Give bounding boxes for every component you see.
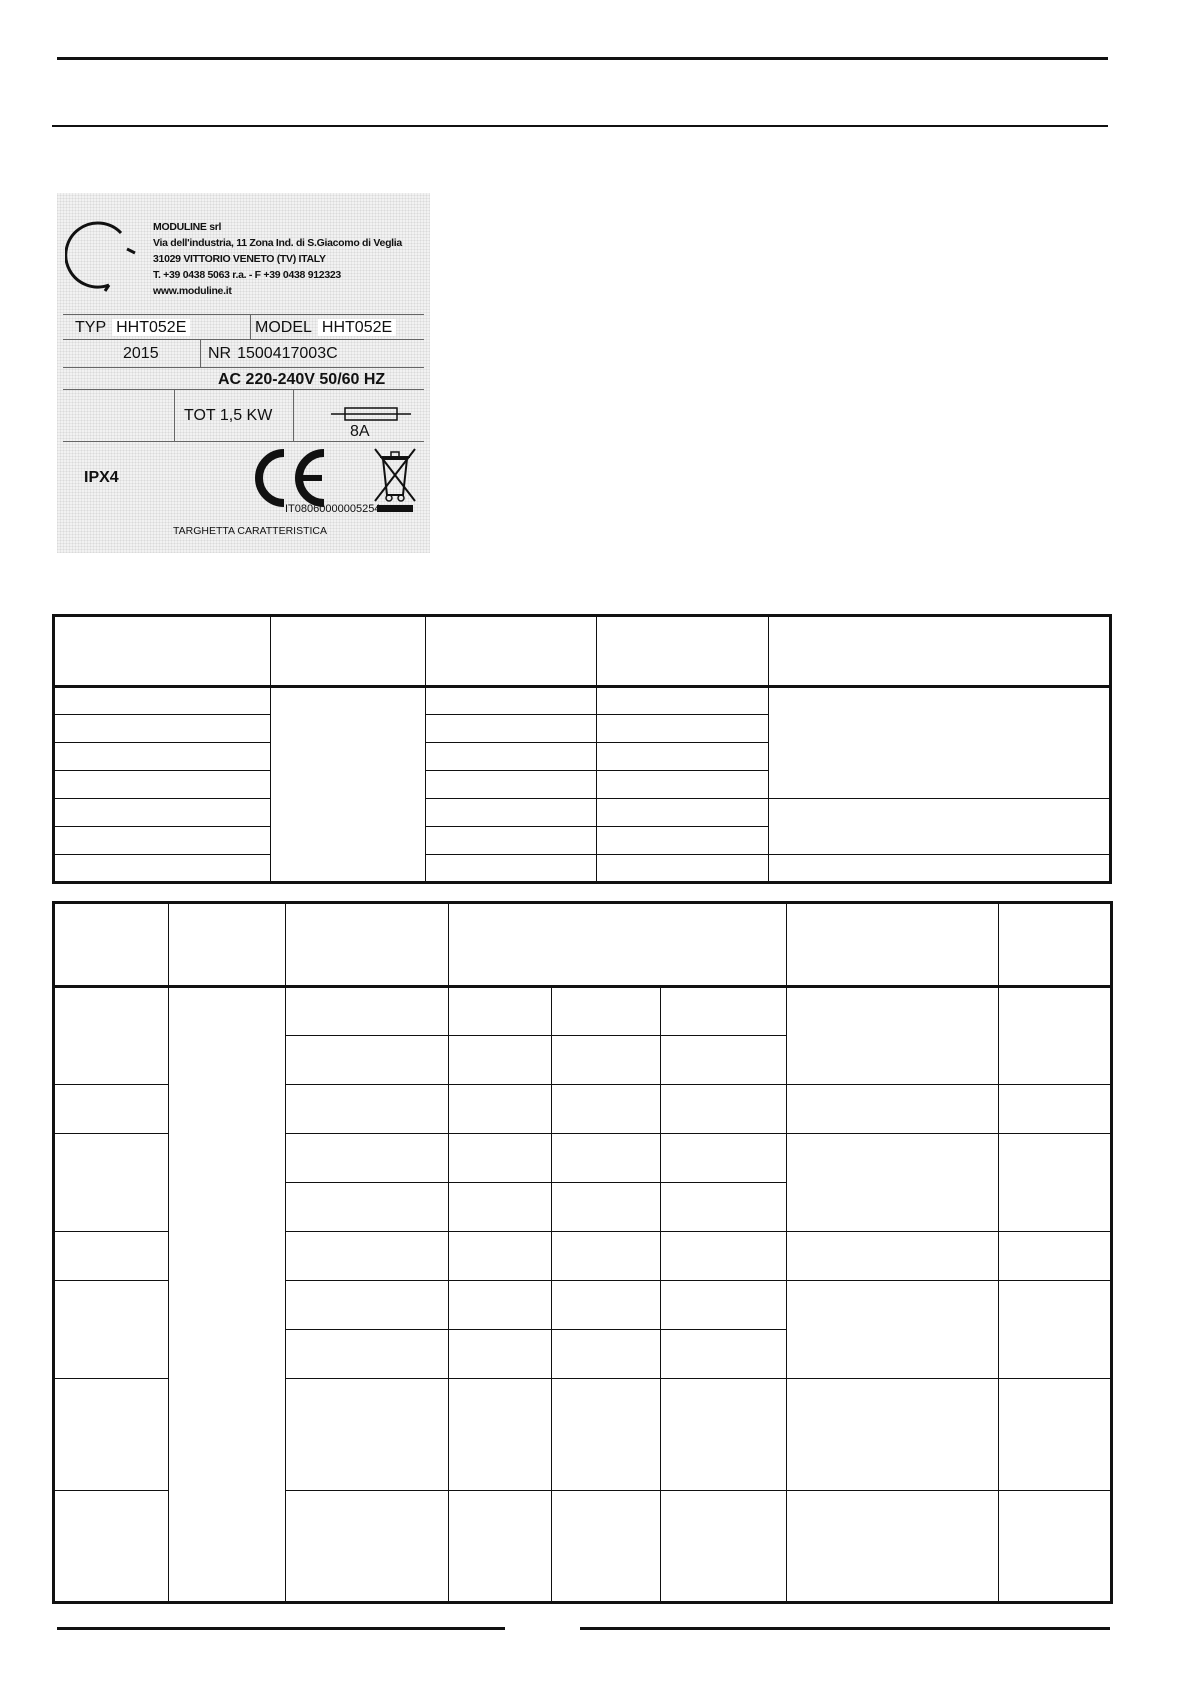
table-cell: [426, 715, 597, 743]
table-cell: [597, 715, 769, 743]
header-rule-bottom: [52, 125, 1108, 127]
table-cell: [54, 616, 271, 687]
table-cell: [271, 616, 426, 687]
plate-divider: [293, 389, 294, 441]
table-cell: [787, 987, 999, 1085]
table-cell: [769, 855, 1111, 883]
table-cell: [286, 1134, 449, 1183]
footer-rule-left: [57, 1627, 505, 1630]
nr-label: NR: [208, 345, 232, 362]
ce-mark: [250, 447, 332, 509]
table-cell: [661, 1330, 787, 1379]
model-field: [255, 319, 396, 337]
table-cell: [661, 1379, 787, 1491]
table-cell: [426, 799, 597, 827]
table-cell: [54, 855, 271, 883]
weee-code: IT08060000005254: [285, 503, 381, 515]
table-cell: [552, 1491, 661, 1603]
table-cell: [286, 1491, 449, 1603]
plate-divider: [200, 339, 201, 367]
plate-divider: [63, 339, 424, 340]
table-cell: [999, 1085, 1112, 1134]
table-cell: [597, 855, 769, 883]
table-cell: [787, 1085, 999, 1134]
table-cell: [661, 1232, 787, 1281]
table-cell: [286, 1232, 449, 1281]
table-cell: [999, 1379, 1112, 1491]
table-cell: [286, 1085, 449, 1134]
table-cell: [426, 771, 597, 799]
nr-value: 1500417003C: [237, 345, 338, 362]
table-cell: [552, 1232, 661, 1281]
total-power: TOT 1,5 KW: [184, 407, 273, 424]
plate-divider: [63, 314, 424, 315]
table-cell: [552, 1379, 661, 1491]
table-cell: [999, 987, 1112, 1085]
company-address: Via dell'industria, 11 Zona Ind. di S.Giacomo di Veglia: [153, 237, 402, 249]
table-cell: [449, 1232, 552, 1281]
table-cell: [54, 743, 271, 771]
table-cell: [271, 687, 426, 883]
table-cell: [552, 1134, 661, 1183]
table-cell: [449, 1183, 552, 1232]
table-cell: [999, 1491, 1112, 1603]
table-cell: [54, 827, 271, 855]
table-cell: [426, 743, 597, 771]
table-cell: [787, 1134, 999, 1232]
header-rule-top: [57, 57, 1108, 60]
typ-field: [75, 319, 190, 337]
spec-table-1: [52, 614, 1112, 884]
table-cell: [769, 616, 1111, 687]
table-cell: [449, 1281, 552, 1330]
company-name: MODULINE srl: [153, 221, 222, 233]
table-cell: [54, 799, 271, 827]
model-label: MODEL: [255, 319, 312, 336]
table-cell: [54, 1085, 169, 1134]
table-cell: [54, 1379, 169, 1491]
table-cell: [54, 1491, 169, 1603]
table-cell: [552, 1036, 661, 1085]
table-cell: [426, 855, 597, 883]
table-cell: [597, 827, 769, 855]
table-cell: [54, 987, 169, 1085]
table-cell: [286, 1330, 449, 1379]
company-city: 31029 VITTORIO VENETO (TV) ITALY: [153, 253, 326, 265]
table-cell: [597, 771, 769, 799]
table-cell: [286, 903, 449, 987]
table-cell: [597, 799, 769, 827]
plate-divider: [63, 367, 424, 368]
table-cell: [286, 1036, 449, 1085]
plate-caption: TARGHETTA CARATTERISTICA: [173, 525, 328, 537]
table-cell: [449, 903, 787, 987]
ip-rating: IPX4: [84, 469, 119, 486]
fuse-icon: [331, 406, 411, 422]
table-cell: [787, 1491, 999, 1603]
table-cell: [597, 616, 769, 687]
company-web: www.moduline.it: [153, 285, 232, 297]
table-cell: [661, 987, 787, 1036]
moduline-logo: [65, 215, 139, 293]
table-cell: [449, 987, 552, 1036]
table-cell: [449, 1330, 552, 1379]
table-cell: [54, 1134, 169, 1232]
serial-field: [208, 345, 338, 363]
table-cell: [787, 903, 999, 987]
table-cell: [769, 687, 1111, 799]
footer-rule-right: [580, 1627, 1110, 1630]
table-cell: [449, 1491, 552, 1603]
table-cell: [54, 1232, 169, 1281]
company-info: [153, 219, 402, 299]
table-cell: [426, 827, 597, 855]
table-cell: [661, 1281, 787, 1330]
table-cell: [169, 987, 286, 1603]
plate-divider: [63, 389, 424, 390]
power-supply: AC 220-240V 50/60 HZ: [218, 371, 386, 388]
spec-table-2: [52, 901, 1113, 1604]
table-cell: [769, 799, 1111, 855]
table-cell: [999, 1281, 1112, 1379]
table-cell: [661, 1183, 787, 1232]
rating-plate: [57, 193, 430, 553]
plate-divider: [174, 389, 175, 441]
table-cell: [54, 715, 271, 743]
table-cell: [787, 1232, 999, 1281]
table-cell: [661, 1036, 787, 1085]
table-cell: [999, 1232, 1112, 1281]
table-cell: [286, 1379, 449, 1491]
table-cell: [552, 987, 661, 1036]
table-cell: [597, 743, 769, 771]
table-cell: [54, 1281, 169, 1379]
plate-divider: [250, 314, 251, 339]
table-cell: [597, 687, 769, 715]
year-value: 2015: [123, 345, 159, 362]
typ-value: HHT052E: [112, 319, 190, 336]
typ-label: TYP: [75, 319, 107, 336]
table-cell: [169, 903, 286, 987]
table-cell: [54, 771, 271, 799]
table-cell: [449, 1379, 552, 1491]
table-cell: [286, 1281, 449, 1330]
table-cell: [426, 616, 597, 687]
table-cell: [286, 1183, 449, 1232]
model-value: HHT052E: [318, 319, 396, 336]
table-cell: [552, 1330, 661, 1379]
table-cell: [787, 1379, 999, 1491]
fuse-rating: 8A: [350, 423, 370, 440]
table-cell: [787, 1281, 999, 1379]
table-cell: [552, 1183, 661, 1232]
table-cell: [999, 903, 1112, 987]
table-cell: [449, 1134, 552, 1183]
table-cell: [552, 1085, 661, 1134]
table-cell: [449, 1036, 552, 1085]
table-cell: [661, 1134, 787, 1183]
table-cell: [661, 1085, 787, 1134]
table-cell: [449, 1085, 552, 1134]
company-phone: T. +39 0438 5063 r.a. - F +39 0438 912323: [153, 269, 341, 281]
table-cell: [54, 687, 271, 715]
table-cell: [426, 687, 597, 715]
table-cell: [999, 1134, 1112, 1232]
plate-divider: [63, 441, 424, 442]
table-cell: [661, 1491, 787, 1603]
table-cell: [552, 1281, 661, 1330]
table-cell: [286, 987, 449, 1036]
table-cell: [54, 903, 169, 987]
